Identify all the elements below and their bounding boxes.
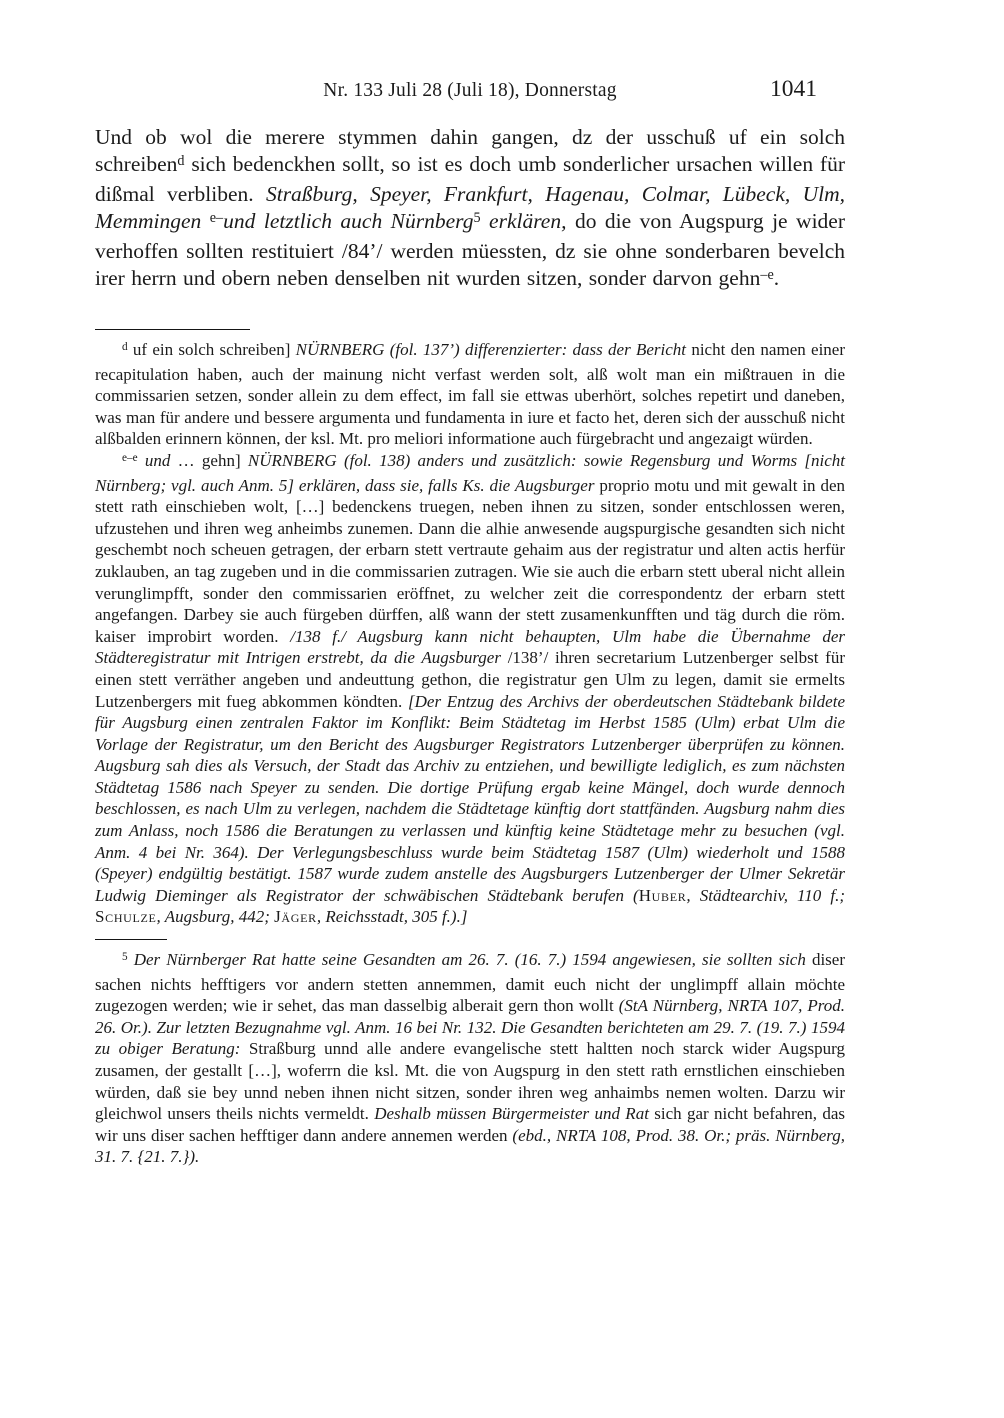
text-run: d	[122, 341, 128, 354]
page-number: 1041	[770, 76, 817, 102]
text-run: Schulze	[95, 907, 157, 927]
text-run: d	[177, 153, 185, 170]
text-run: Huber	[638, 885, 687, 905]
text-run: sich gar nicht befahren, das wir uns diser sachen hefftiger dann andere annemen werden	[95, 1104, 845, 1145]
text-run: (StA Nürnberg, NRTA 107, Prod. 26. Or.). Zur letzten Bezugnahme vgl. Anm. 16 bei Nr. 132. Die Gesandten berichteten am 29. 7. (19. 7.) 1594 zu obiger Beratung:	[95, 996, 845, 1059]
page-header	[95, 76, 845, 106]
text-run: uf ein solch schreiben]	[127, 340, 296, 359]
text-run: e–	[209, 210, 224, 227]
text-run: proprio motu und mit gewalt in den stett rath einschieben wolt, […] bedenckens truegen, neben ihnen zu sitzen, sonder entschlossen weren, ufzustehen und ihren weg anheimbs zunemen. Dann die alhie anwesende augspurgische gesandten sich nicht geschembt noch scheuen getragen, der erbarn stett vertraute gehaim aus der registratur und alten actis herfür zuklauben, an tag zugeben und in die commissarien zutragen. Wie sie auch die erbarn stett uberal nicht allein verunglimpfft, sonder den commissarien eröffnet, zu welcher zeit die correspondentz der erbarn stett angefangen. Darbey sie auch fürgeben dürffen, alß wann der stett zusamenkunfften und täg durch die röm. kaiser improbirt worden.	[95, 475, 845, 646]
text-run: do die von Augspurg je wider verhoffen sollten restituiert /84’/ werden müessten, dz sie ohne sonderbaren bevelch irer herrn und obern neben denselben nit wurden sitzen, sonder darvon gehn	[95, 209, 846, 290]
text-run: Straßburg, Speyer, Frankfurt, Hagenau, Colmar, Lübeck, Ulm, Memmingen	[95, 182, 846, 233]
text-run: Der Nürnberger Rat hatte seine Gesandten am 26. 7. (16. 7.) 1594 angewiesen, sie sollten sich	[127, 950, 806, 970]
footnote-d	[95, 339, 845, 450]
text-run: 5	[122, 951, 128, 964]
text-run: Und ob wol die merere stymmen dahin gangen, dz der usschuß uf ein solch schreiben	[95, 125, 845, 176]
text-run: erklären,	[480, 209, 567, 233]
text-run: … gehn]	[170, 450, 248, 470]
running-header-title: Nr. 133 Juli 28 (Juli 18), Donnerstag	[323, 80, 617, 101]
text-run: sich bedenckhen sollt, so ist es doch umb sonderlicher ursachen willen für dißmal verbliben.	[95, 152, 845, 206]
text-run: und	[137, 450, 171, 470]
text-run: Jäger	[274, 907, 317, 927]
text-run: und letztlich auch Nürnberg	[223, 209, 474, 233]
text-run: .	[773, 266, 780, 290]
text-run: 5	[473, 210, 481, 227]
text-run: NÜRNBERG (fol. 137’) differenzierter: dass der Bericht	[295, 340, 687, 359]
commentary-footnotes	[95, 949, 845, 1168]
footnote-5	[95, 949, 845, 1168]
text-run: /138 f./ Augsburg kann nicht behaupten, Ulm habe die Übernahme der Städteregistratur mit Intrigen erstrebt, da die Augsburger	[95, 626, 845, 668]
text-run: –e	[760, 267, 774, 284]
text-run: NÜRNBERG (fol. 138) anders und zusätzlich: sowie Regensburg und Worms [nicht Nürnberg; vgl. auch Anm. 5] erklären, dass sie, falls Ks. die Augsburger	[95, 450, 845, 495]
text-run: Straßburg unnd alle andere evangelische stett haltten noch starck wider Augspurg zusamen, der gestallt […], woferrn die ksl. Mt. die von Augspurg in den stett rath ernstlichen einschieben würden, daß sie bey unnd neben ihnen nicht sitzen, sonder ihren weg anhaimbs nemen wolten. Darzu wir gleichwol unsers theils nichts vermeldt.	[95, 1039, 846, 1124]
text-run: diser sachen nichts hefftigers vor andern stetten annemmen, damit euch nicht der unglimpff allain möchte zugezogen werden; wie ir sehet, das man dasselbig alberait gern thon wollt	[95, 950, 845, 1016]
apparatus-separator-rule	[95, 329, 250, 330]
text-run: e–e	[122, 452, 138, 465]
text-run: [Der Entzug des Archivs der oberdeutschen Städtebank bildete für Augsburg einen zentralen Faktor im Konflikt: Beim Städtetag im Herbst 1585 (Ulm) erbat Ulm die Vorlage der Registratur, um den Bericht des Augsburger Registrators Lutzenberger überprüfen zu können. Augsburg sah dies als Versuch, der Stadt das Archiv zu entziehen, und bewilligte lediglich, es zum nächsten Städtetag 1586 nach Speyer zu senden. Die dortige Prüfung ergab keine Mängel, doch wurde dennoch beschlossen, es nach Ulm zu verlegen, nachdem die Städtetage künftig dort stattfänden. Augsburg nahm dies zum Anlass, noch 1586 die Beratungen zu verlassen und künftig keine Städtetage mehr zu besuchen (vgl. Anm. 4 bei Nr. 364). Der Verlegungsbeschluss wurde beim Städtetag 1587 (Ulm) wiederholt und 1588 (Speyer) endgültig bestätigt. 1587 wurde zudem anstelle des Augsburgers Lutzenberger der Ulmer Sekretär Ludwig Dieminger als Registrator der schwäbischen Städtebank berufen (	[95, 691, 845, 905]
footnote-e-e	[95, 450, 845, 928]
text-run: , Städtearchiv, 110 f.;	[686, 885, 845, 905]
text-run: , Reichsstadt, 305 f.).]	[316, 907, 468, 927]
text-run: , Augsburg, 442;	[156, 907, 275, 927]
text-run: nicht den namen einer recapitulation haben, auch der mainung nicht verfast werden solt, alß wolt man ein mißtrauen in die commissarien setzen, sonder allein zu dem effect, im fall sie ettwas uberhört, solches repetirt und daneben, was man für andere und bessere argumenta und fundamenta in iure et facto het, deren sich der ausschuß nicht alßbalden erinnern können, der ksl. Mt. pro meliori informatione auch fürgebracht und angezaigt würden.	[95, 340, 845, 449]
commentary-separator-rule	[95, 939, 167, 940]
text-run: /138’/ ihren secretarium Lutzenberger selbst für einen stett verräther angeben und andeuttung gethon, die registratur gen Ulm zu legen, damit sie ermelts Lutzenbergers mit fueg abkommen köndten.	[95, 648, 845, 711]
text-run: Deshalb müssen Bürgermeister und Rat	[374, 1104, 649, 1124]
text-run: (ebd., NRTA 108, Prod. 38. Or.; präs. Nürnberg, 31. 7. {21. 7.}).	[95, 1125, 845, 1167]
apparatus-footnotes	[95, 339, 845, 928]
main-text-paragraph	[95, 124, 845, 295]
